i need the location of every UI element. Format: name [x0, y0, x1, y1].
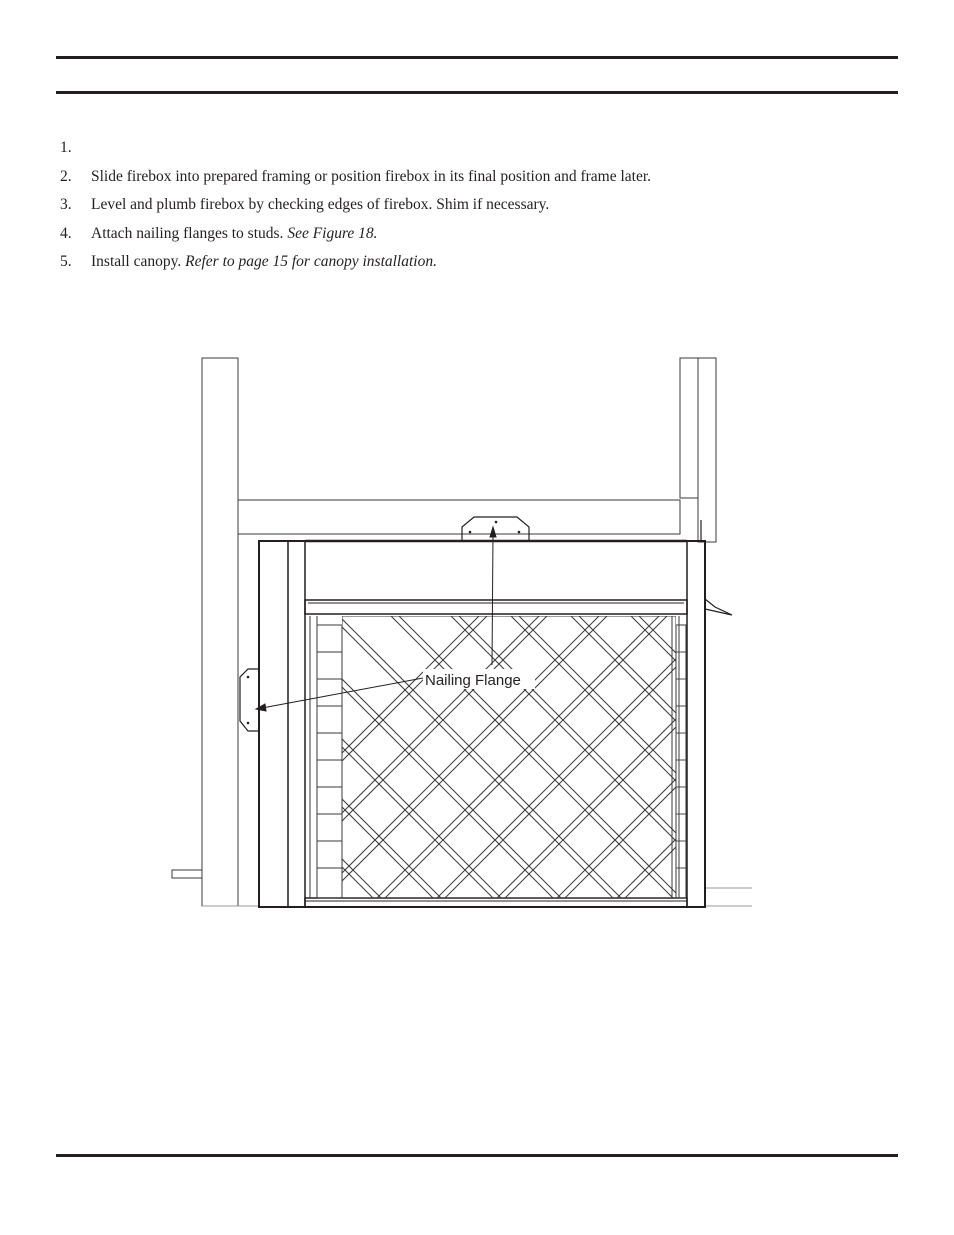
left-refractory-column	[317, 625, 342, 898]
framing-header	[238, 500, 680, 534]
step-number: 4.	[60, 224, 72, 242]
step-5	[60, 252, 900, 281]
step-number: 2.	[60, 167, 72, 185]
step-2	[60, 167, 900, 196]
left-nailing-flange	[240, 669, 259, 731]
header-rule-bottom	[56, 91, 898, 94]
step-number: 1.	[60, 139, 72, 156]
left-stud	[202, 358, 238, 906]
step-text: Install canopy. Refer to page 15 for canopy installation.	[91, 253, 437, 271]
installation-steps	[60, 138, 900, 281]
step-1	[60, 138, 900, 167]
step-number: 3.	[60, 196, 72, 214]
left-side-panel	[288, 541, 305, 907]
firebox-illustration	[170, 355, 760, 915]
step-3	[60, 195, 900, 224]
firebox-outline	[259, 541, 705, 907]
right-shim	[705, 599, 732, 615]
right-side-panel	[687, 541, 705, 907]
step-number: 5.	[60, 253, 72, 271]
step-text: Slide firebox into prepared framing or position firebox in its final position and frame later.	[91, 167, 652, 185]
right-stud-outer	[698, 358, 716, 542]
gas-line-stub	[172, 870, 202, 878]
step-4	[60, 224, 900, 253]
step-text: Attach nailing flanges to studs. See Figure 18.	[91, 224, 378, 242]
page-reference: Refer to page 15 for canopy installation.	[185, 253, 437, 271]
right-stud-inner	[680, 358, 698, 498]
right-refractory-column	[676, 625, 686, 898]
top-lintel	[305, 600, 687, 614]
figure-reference: See Figure 18.	[287, 224, 378, 242]
step-text: Level and plumb firebox by checking edges of firebox. Shim if necessary.	[91, 196, 550, 214]
nailing-flange-label: Nailing Flange	[425, 672, 521, 689]
bottom-sill	[305, 898, 687, 907]
leader-to-top-flange	[492, 533, 493, 665]
header-rule-top	[56, 56, 898, 59]
footer-rule	[56, 1154, 898, 1157]
firebox-framing-figure	[170, 355, 760, 915]
